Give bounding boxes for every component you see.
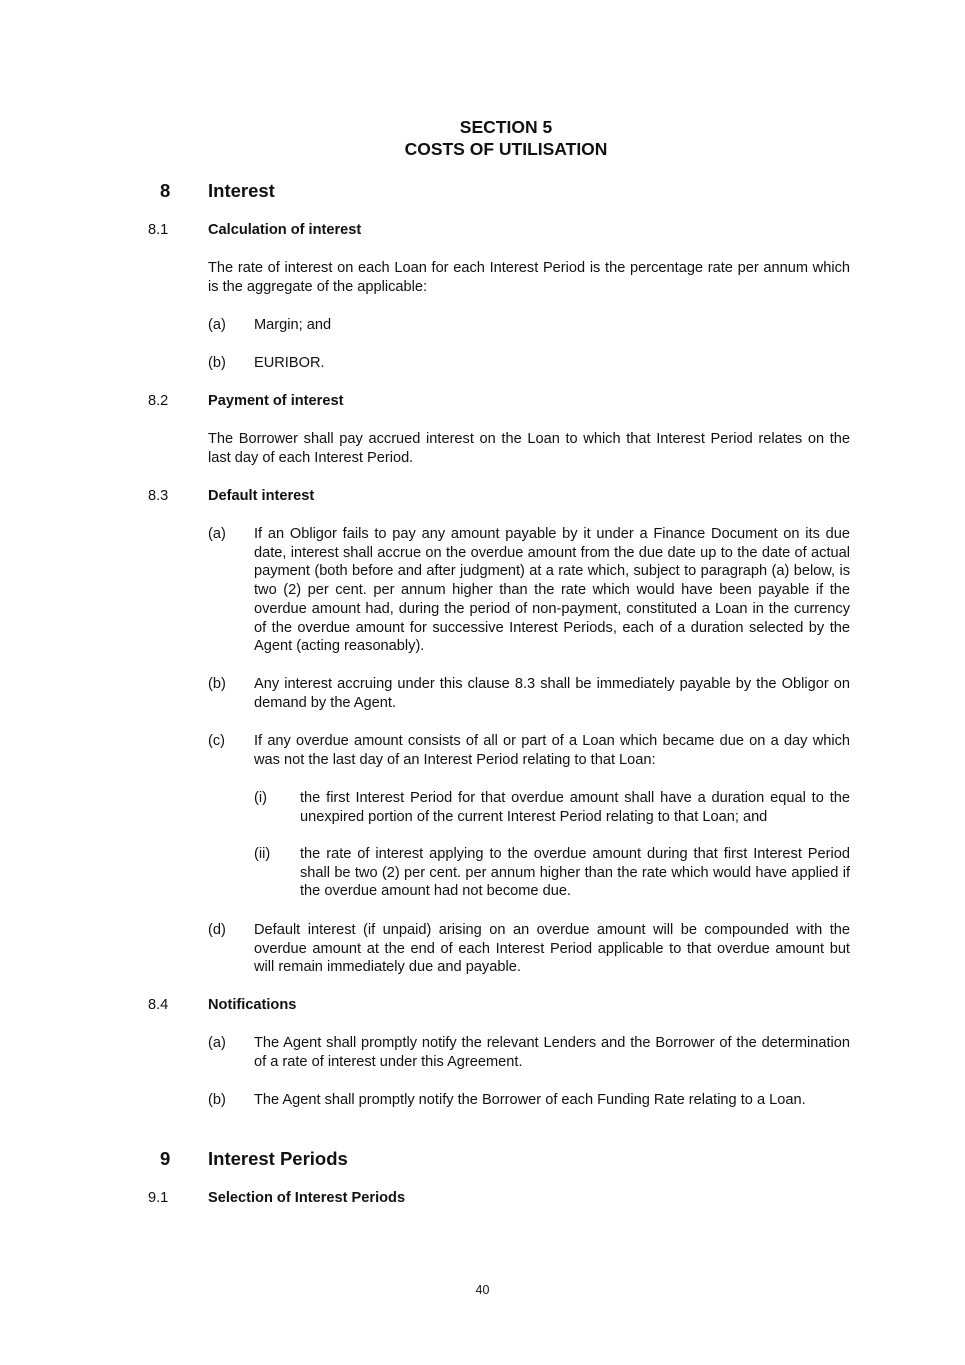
clause-8-3-c-ii-label: (ii) [254, 846, 271, 862]
clause-8-3-b-label: (b) [208, 676, 226, 692]
clause-9-1-number: 9.1 [148, 1190, 169, 1206]
clause-9-number: 9 [160, 1148, 171, 1169]
section-title: COSTS OF UTILISATION [404, 139, 608, 159]
section-label: SECTION 5 [459, 117, 553, 137]
clause-8-number: 8 [160, 180, 171, 201]
page-number: 40 [475, 1283, 490, 1297]
clause-8-2-number: 8.2 [148, 393, 169, 409]
clause-8-3-c-label: (c) [208, 733, 226, 749]
clause-8-3-title: Default interest [208, 488, 315, 504]
clause-8-3-d-text: Default interest (if unpaid) arising on an overdue amount will be compounded with the overdue amount at the end of each Interest Period applicable to that overdue amount but will remain immediately due and payable. [254, 922, 850, 976]
clause-8-4-a-text: The Agent shall promptly notify the relevant Lenders and the Borrower of the determination of a rate of interest under this Agreement. [254, 1035, 850, 1070]
clause-8-3-b-text: Any interest accruing under this clause 8.3 shall be immediately payable by the Obligor on demand by the Agent. [254, 676, 850, 711]
clause-8-title: Interest [208, 180, 275, 201]
clause-8-3-number: 8.3 [148, 488, 169, 504]
clause-8-1-a-text: Margin; and [254, 317, 332, 333]
clause-8-1-b-label: (b) [208, 355, 226, 371]
clause-8-3-c-ii-text: the rate of interest applying to the overdue amount during that first Interest Period shall be two (2) per cent. per annum higher than the rate which would have applied if the overdue amount had not become due. [300, 846, 850, 900]
clause-8-1-title: Calculation of interest [208, 222, 362, 238]
clause-8-1-a-label: (a) [208, 317, 226, 333]
clause-8-3-c-i-label: (i) [254, 790, 267, 806]
clause-8-3-c-text: If any overdue amount consists of all or part of a Loan which became due on a day which was not the last day of an Interest Period relating to that Loan: [254, 733, 850, 768]
clause-8-1-b-text: EURIBOR. [254, 355, 325, 371]
clause-8-2-title: Payment of interest [208, 393, 344, 409]
clause-8-3-d-label: (d) [208, 922, 226, 938]
clause-8-3-a-text: If an Obligor fails to pay any amount payable by it under a Finance Document on its due date, interest shall accrue on the overdue amount from the due date up to the date of actual payment (both before and after judgment) at a rate which, subject to paragraph (a) below, is two (2) per cent. per annum higher than the rate which would have been payable if the overdue amount had, during the period of non-payment, constituted a Loan in the currency of the overdue amount for successive Interest Periods, each of a duration selected by the Agent (acting reasonably). [254, 526, 850, 655]
clause-8-4-number: 8.4 [148, 997, 169, 1013]
clause-9-title: Interest Periods [208, 1148, 348, 1169]
clause-8-2-text: The Borrower shall pay accrued interest on the Loan to which that Interest Period relates on the last day of each Interest Period. [208, 431, 850, 466]
clause-8-4-b-label: (b) [208, 1092, 226, 1108]
clause-8-4-title: Notifications [208, 997, 297, 1013]
clause-8-1-text: The rate of interest on each Loan for each Interest Period is the percentage rate per annum which is the aggregate of the applicable: [208, 260, 850, 295]
clause-8-3-a-label: (a) [208, 526, 226, 542]
clause-8-1-number: 8.1 [148, 222, 169, 238]
clause-8-4-b-text: The Agent shall promptly notify the Borrower of each Funding Rate relating to a Loan. [254, 1092, 806, 1108]
clause-8-3-c-i-text: the first Interest Period for that overdue amount shall have a duration equal to the unexpired portion of the current Interest Period relating to that Loan; and [300, 790, 850, 825]
clause-8-4-a-label: (a) [208, 1035, 226, 1051]
clause-9-1-title: Selection of Interest Periods [208, 1190, 406, 1206]
